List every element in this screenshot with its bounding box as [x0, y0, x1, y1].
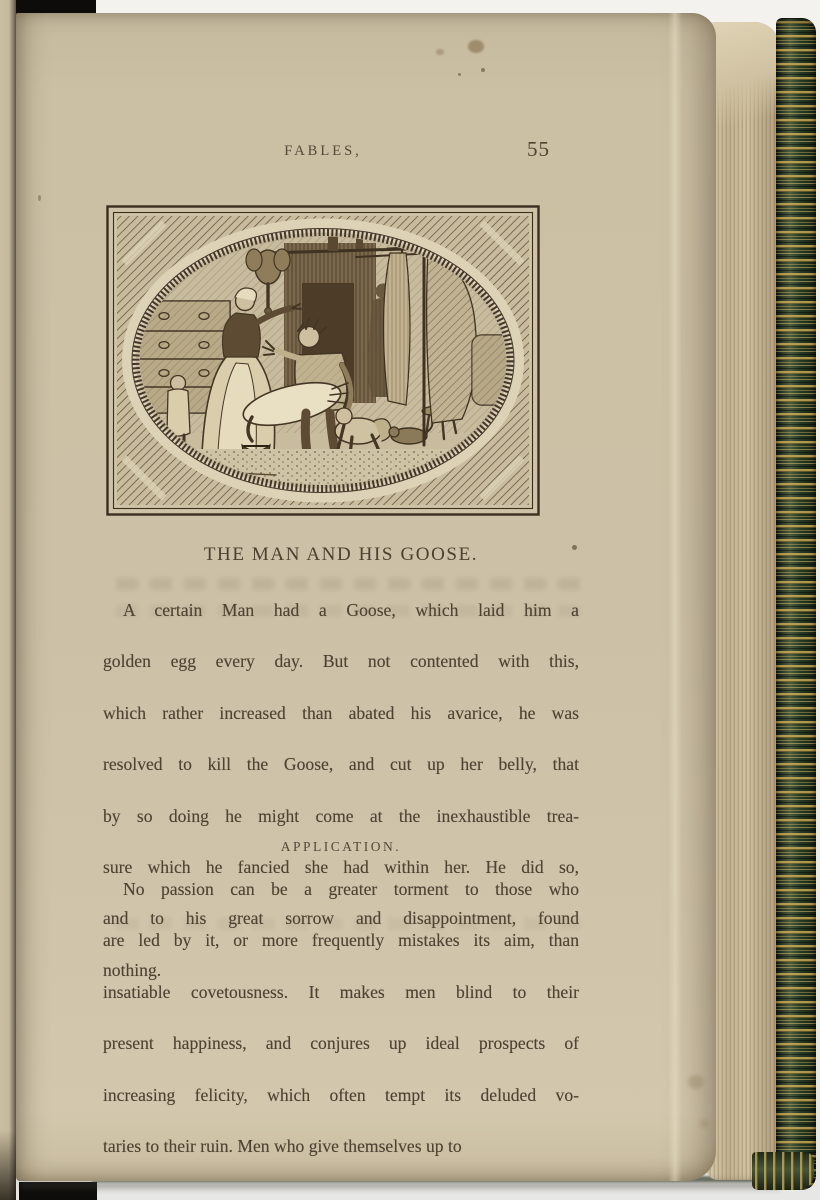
book-fore-edge-pages: [706, 22, 780, 1180]
text-line: by so doing he might come at the inexhaustible trea-: [103, 805, 579, 826]
paper-stain: [38, 195, 41, 201]
text-column: [103, 13, 579, 1181]
fable-title: THE MAN AND HIS GOOSE.: [203, 544, 479, 565]
page-number: 55: [527, 137, 550, 161]
text-line: which rather increased than abated his avarice, he was: [103, 702, 579, 723]
facing-page-edge: [0, 0, 16, 1200]
running-head-title: FABLES,: [284, 143, 362, 159]
application-paragraph: [103, 877, 579, 1160]
text-line: and to his great sorrow and disappointment, found: [103, 908, 579, 929]
book-page: [16, 13, 716, 1181]
gilt-green-binding: [776, 18, 816, 1190]
running-head: [103, 143, 579, 160]
application-heading: APPLICATION.: [280, 839, 402, 854]
text-line: insatiable covetousness. It makes men blind to their: [103, 981, 579, 1002]
text-line: resolved to kill the Goose, and cut up her belly, that: [103, 754, 579, 775]
text-line: taries to their ruin. Men who give themselves up to: [103, 1136, 462, 1157]
text-line: are led by it, or more frequently mistakes its aim, than: [103, 930, 579, 951]
gilt-binding-corner: [752, 1152, 814, 1190]
text-line: increasing felicity, which often tempt its deluded vo-: [103, 1084, 579, 1105]
text-line: nothing.: [103, 959, 162, 980]
text-line: golden egg every day. But not contented with this,: [103, 651, 579, 672]
text-line: No passion can be a greater torment to those who: [123, 879, 579, 899]
text-line: sure which he fancied she had within her. He did so,: [103, 857, 579, 878]
paper-stain: [700, 1119, 710, 1128]
paper-stain: [688, 1075, 704, 1089]
text-line: present happiness, and conjures up ideal prospects of: [103, 1033, 579, 1054]
text-line: A certain Man had a Goose, which laid him a: [123, 600, 579, 620]
page-drop-shadow: [20, 1181, 780, 1189]
